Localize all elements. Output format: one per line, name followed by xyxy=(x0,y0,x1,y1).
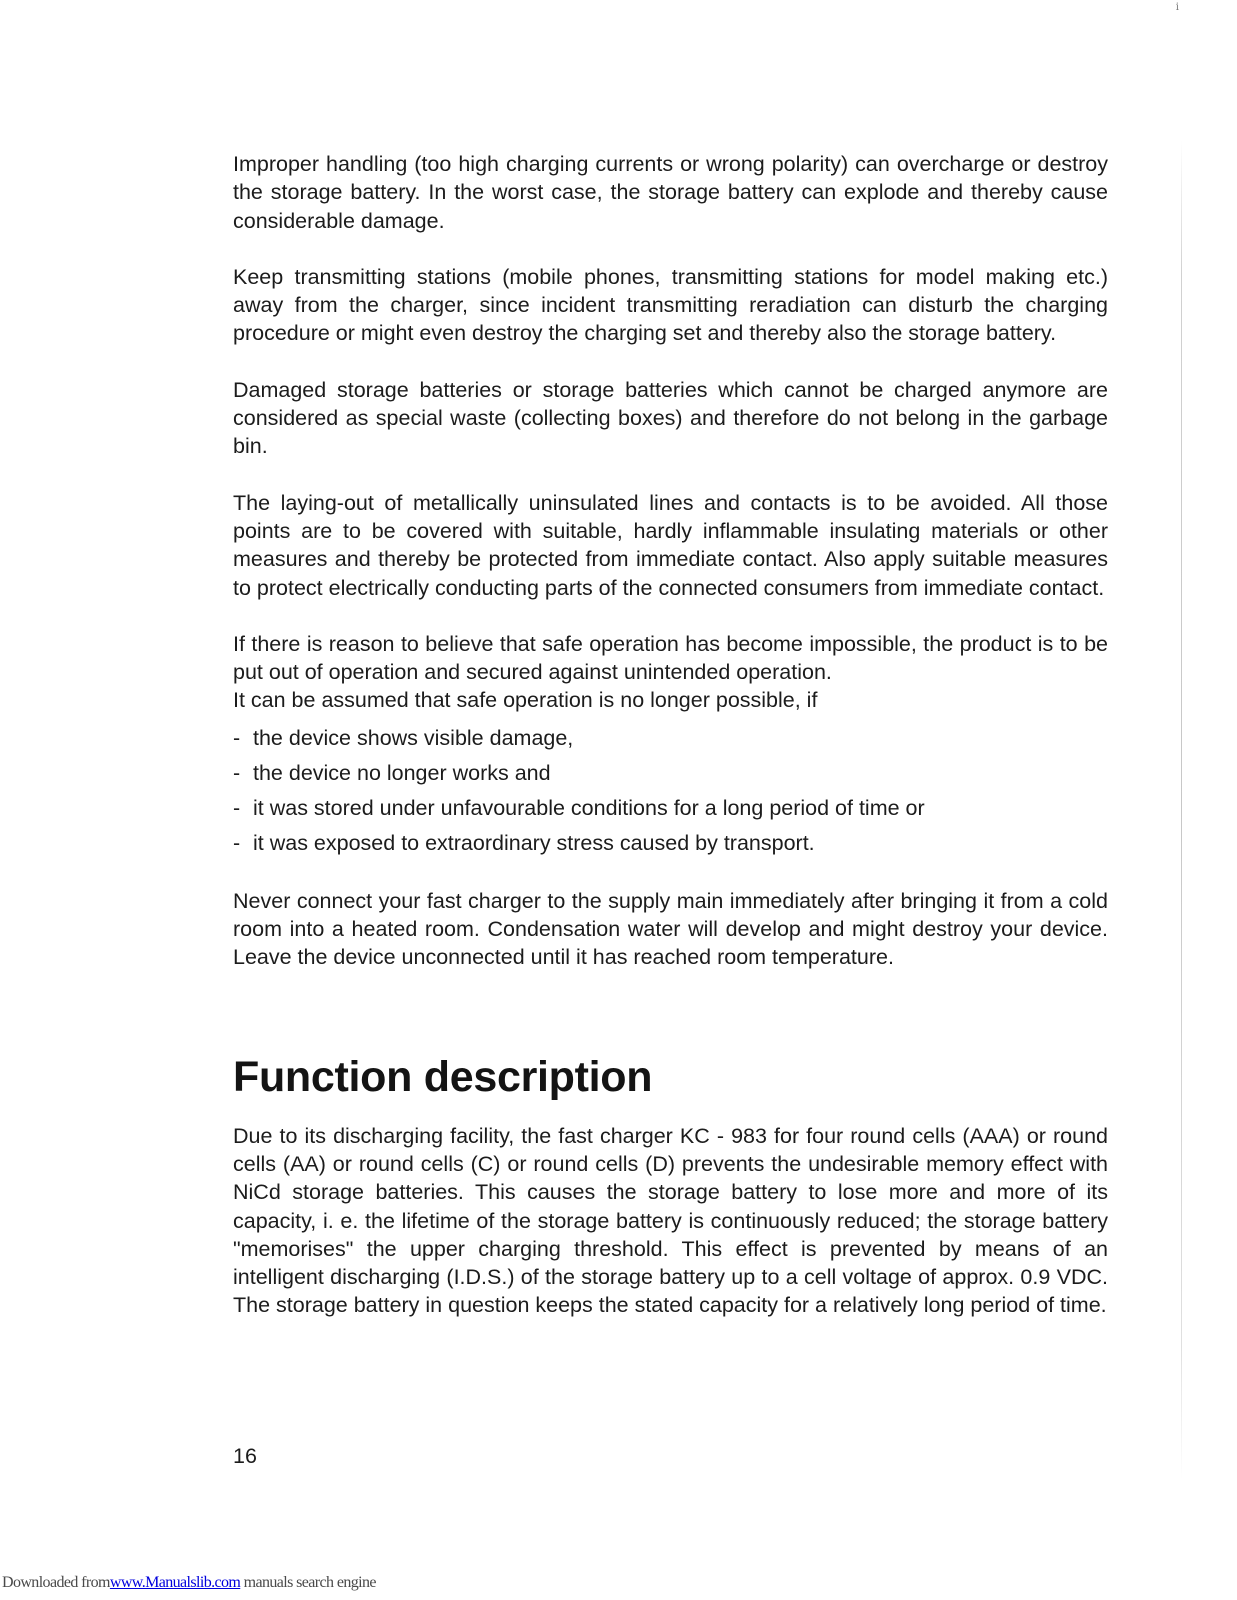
conditions-list xyxy=(233,721,1108,861)
paragraph-safe-operation-conditions: It can be assumed that safe operation is no longer possible, if xyxy=(233,688,818,713)
list-item-text: it was exposed to extraordinary stress caused by transport. xyxy=(253,830,815,855)
download-footer xyxy=(2,1574,376,1592)
list-item xyxy=(233,791,1108,826)
bullet-dash: - xyxy=(233,795,241,820)
list-item-text: it was stored under unfavourable conditions for a long period of time or xyxy=(253,795,925,820)
list-item xyxy=(233,826,1108,861)
list-item-text: the device shows visible damage, xyxy=(253,725,574,750)
paragraph-condensation-warning: Never connect your fast charger to the supply main immediately after bringing it from a cold room into a heated room. Condensation water will develop and might destroy your device. Leave the device unconnected until it has reached room temperature. xyxy=(233,888,1108,970)
footer-prefix: Downloaded from xyxy=(2,1574,110,1591)
paragraph-improper-handling: Improper handling (too high charging currents or wrong polarity) can overcharge or destroy the storage battery. In the worst case, the storage battery can explode and thereby cause considerable damage. xyxy=(233,152,1108,233)
scan-corner-mark: i xyxy=(1175,2,1179,13)
page-content xyxy=(233,150,1108,1348)
list-item-text: the device no longer works and xyxy=(253,760,551,785)
bullet-dash: - xyxy=(233,830,241,855)
paragraph-function-description: Due to its discharging facility, the fast charger KC - 983 for four round cells (AAA) or round cells (AA) or round cells (C) or round cells (D) prevents the undesirable memory effect with NiCd storage batteries. This causes the storage battery to lose more and more of its capacity, i. e. the lifetime of the storage battery is continuously reduced; the storage battery "memorises" the upper charging threshold. This effect is prevented by means of an intelligent discharging (I.D.S.) of the storage battery up to a cell voltage of approx. 0.9 VDC. The storage battery in question keeps the stated capacity for a relatively long period of time. xyxy=(233,1123,1108,1318)
list-item xyxy=(233,721,1108,756)
footer-suffix: manuals search engine xyxy=(240,1574,376,1591)
section-heading: Function description xyxy=(233,1052,653,1101)
page-number: 16 xyxy=(233,1444,257,1468)
paragraph-transmitting-stations: Keep transmitting stations (mobile phones, transmitting stations for model making etc.) away from the charger, since incident transmitting reradiation can disturb the charging procedure or might even destroy the charging set and thereby also the storage battery. xyxy=(233,264,1108,346)
paragraph-uninsulated-lines: The laying-out of metallically uninsulated lines and contacts is to be avoided. All those points are to be covered with suitable, hardly inflammable insulating materials or other measures and thereby be protected from immediate contact. Also apply suitable measures to protect electrically conducting parts of the connected consumers from immediate contact. xyxy=(233,490,1108,600)
scan-edge-line xyxy=(1181,140,1182,1480)
paragraph-safe-operation: If there is reason to believe that safe operation has become impossible, the product is to be put out of operation and secured against unintended operation. xyxy=(233,631,1108,685)
paragraph-damaged-batteries: Damaged storage batteries or storage batteries which cannot be charged anymore are considered as special waste (collecting boxes) and therefore do not belong in the garbage bin. xyxy=(233,377,1108,459)
bullet-dash: - xyxy=(233,760,241,785)
bullet-dash: - xyxy=(233,725,241,750)
list-item xyxy=(233,756,1108,791)
manualslib-link[interactable]: www.Manualslib.com xyxy=(109,1574,241,1591)
